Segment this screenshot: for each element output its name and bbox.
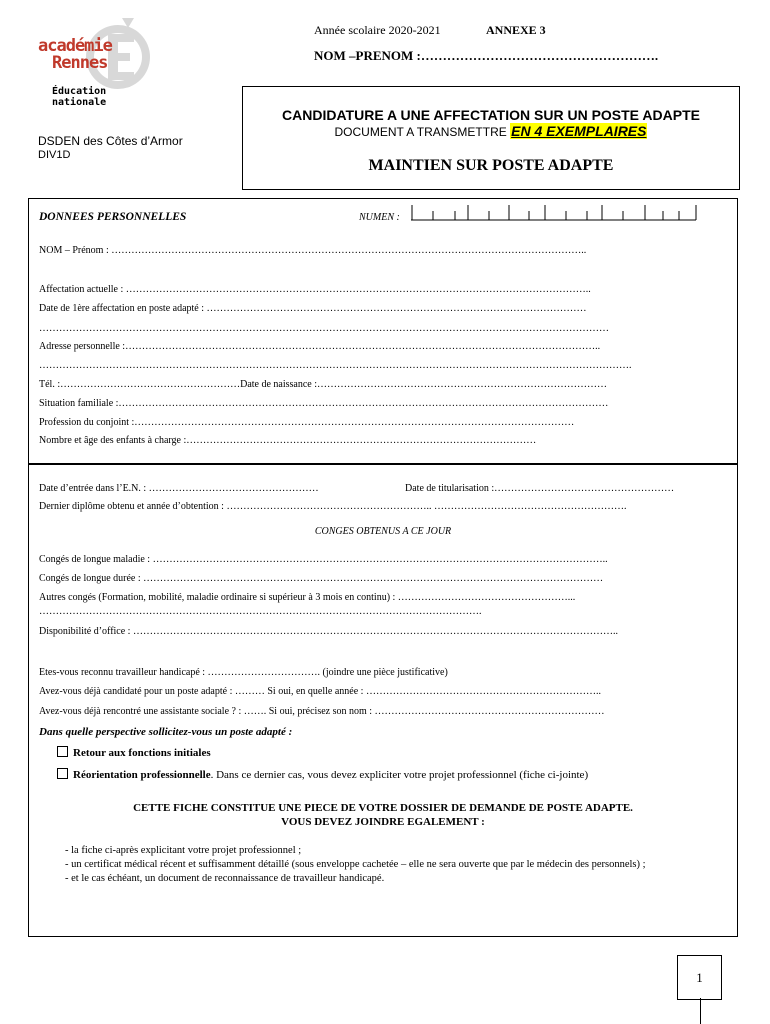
- professional-data-section: [28, 463, 738, 937]
- diplome-field[interactable]: Dernier diplôme obtenu et année d’obtention : …………………………………………………….. ………………………………………………….: [39, 501, 627, 512]
- situation-field[interactable]: Situation familiale :…………………………………………………………………………………………………………………………………: [39, 398, 609, 409]
- document-prefix: DOCUMENT A TRANSMETTRE: [334, 125, 507, 139]
- form-subtitle: MAINTIEN SUR POSTE ADAPTE: [368, 157, 614, 174]
- first-affectation-continued[interactable]: ………………………………………………………………………………………………………………………………………………………: [39, 323, 609, 334]
- attachment-item-2: - un certificat médical récent et suffisamment détaillé (sous enveloppe cachetée – elle ne sera ouverte que par le médecin des personnels) ;: [65, 859, 646, 870]
- profession-conjoint-field[interactable]: Profession du conjoint :……………………………………………………………………………………………………………………: [39, 417, 575, 428]
- notice-line2: VOUS DEVEZ JOINDRE EGALEMENT :: [281, 816, 485, 828]
- perspective-question: Dans quelle perspective sollicitez-vous un poste adapté :: [39, 726, 293, 738]
- first-affectation-field[interactable]: Date de 1ère affectation en poste adapté : ……………………………………………………………………………………………………: [39, 303, 587, 314]
- enfants-field[interactable]: Nombre et âge des enfants à charge :……………………………………………………………………………………………: [39, 435, 537, 446]
- dsden-label: DSDEN des Côtes d’Armor: [38, 134, 183, 148]
- title-box: [242, 86, 740, 190]
- notice-line1: CETTE FICHE CONSTITUE UNE PIECE DE VOTRE DOSSIER DE DEMANDE DE POSTE ADAPTE.: [133, 802, 633, 814]
- checkbox-retour[interactable]: [57, 746, 68, 757]
- candidature-anterieure-field[interactable]: Avez-vous déjà candidaté pour un poste adapté : ……… Si oui, en quelle année : ……………………………………………………………..: [39, 686, 601, 697]
- assistante-sociale-field[interactable]: Avez-vous déjà rencontré une assistante sociale ? : ……. Si oui, précisez son nom : ……………………………………………………………: [39, 706, 605, 717]
- date-titularisation-field[interactable]: Date de titularisation :………………………………………………: [405, 483, 675, 494]
- page-number: 1: [696, 970, 703, 985]
- form-title: CANDIDATURE A UNE AFFECTATION SUR UN POSTE ADAPTE: [282, 107, 700, 123]
- autres-conges-field[interactable]: Autres congés (Formation, mobilité, maladie ordinaire si supérieur à 3 mois en continu) : ……………………………………………...: [39, 592, 576, 603]
- document-line: [243, 123, 739, 139]
- attachments-list: [65, 844, 725, 886]
- date-entree-field[interactable]: Date d’entrée dans l’E.N. : ……………………………………………: [39, 483, 319, 494]
- logo-nationale: nationale: [52, 97, 107, 108]
- numen-label: NUMEN :: [359, 212, 400, 223]
- affectation-field[interactable]: Affectation actuelle : …………………………………………………………………………………………………………………………..: [39, 284, 591, 295]
- document-highlight: EN 4 EXEMPLAIRES: [511, 123, 647, 139]
- logo-academie: académie: [38, 36, 112, 56]
- autres-conges-continued[interactable]: …………………………………………………………………………………………………………………….: [39, 606, 482, 617]
- div-label: DIV1D: [38, 149, 71, 161]
- page-number-line: [700, 998, 701, 1024]
- disponibilite-field[interactable]: Disponibilité d’office : ………………………………………………………………………………………………………………………………..: [39, 626, 618, 637]
- attachment-item-3: - et le cas échéant, un document de reconnaissance de travailleur handicapé.: [65, 873, 385, 884]
- page-number-box: [677, 955, 722, 1000]
- personal-data-heading: DONNEES PERSONNELLES: [39, 211, 187, 223]
- nom-prenom-field[interactable]: NOM – Prénom : ……………………………………………………………………………………………………………………………..: [39, 245, 587, 256]
- option-retour-label: Retour aux fonctions initiales: [73, 747, 211, 759]
- personal-data-section: [28, 198, 738, 465]
- attachment-item-1: - la fiche ci-après explicitant votre projet professionnel ;: [65, 845, 302, 856]
- option-reorientation[interactable]: [57, 768, 588, 781]
- numen-field[interactable]: [411, 201, 701, 223]
- academie-logo: [38, 12, 158, 112]
- checkbox-reorientation[interactable]: [57, 768, 68, 779]
- option-retour[interactable]: [57, 746, 211, 759]
- adresse-field[interactable]: Adresse personnelle :……………………………………………………………………………………………………………………………..: [39, 341, 601, 352]
- annex-label: ANNEXE 3: [486, 23, 546, 37]
- logo-rennes: Rennes: [52, 53, 108, 73]
- nom-prenom-header: NOM –PRENOM :……………………………………………….: [314, 48, 659, 63]
- option-reorientation-label: Réorientation professionnelle: [73, 769, 211, 781]
- conge-longue-maladie-field[interactable]: Congés de longue maladie : ………………………………………………………………………………………………………………………..: [39, 554, 608, 565]
- conge-longue-duree-field[interactable]: Congés de longue durée : …………………………………………………………………………………………………………………………: [39, 573, 604, 584]
- school-year: Année scolaire 2020-2021: [314, 23, 441, 37]
- travailleur-handicape-field[interactable]: Etes-vous reconnu travailleur handicapé : ……………………………. (joindre une pièce justificative): [39, 667, 448, 678]
- adresse-continued[interactable]: …………………………………………………………………………………………………………………………………………………………….: [39, 360, 632, 371]
- tel-birthdate-field[interactable]: Tél. :………………………………………………Date de naissance :……………………………………………………………………………: [39, 379, 608, 390]
- conges-heading: CONGES OBTENUS A CE JOUR: [314, 526, 452, 537]
- option-reorientation-detail: . Dans ce dernier cas, vous devez expliciter votre projet professionnel (fiche ci-jointe): [210, 769, 589, 781]
- logo-education: Éducation: [52, 86, 107, 97]
